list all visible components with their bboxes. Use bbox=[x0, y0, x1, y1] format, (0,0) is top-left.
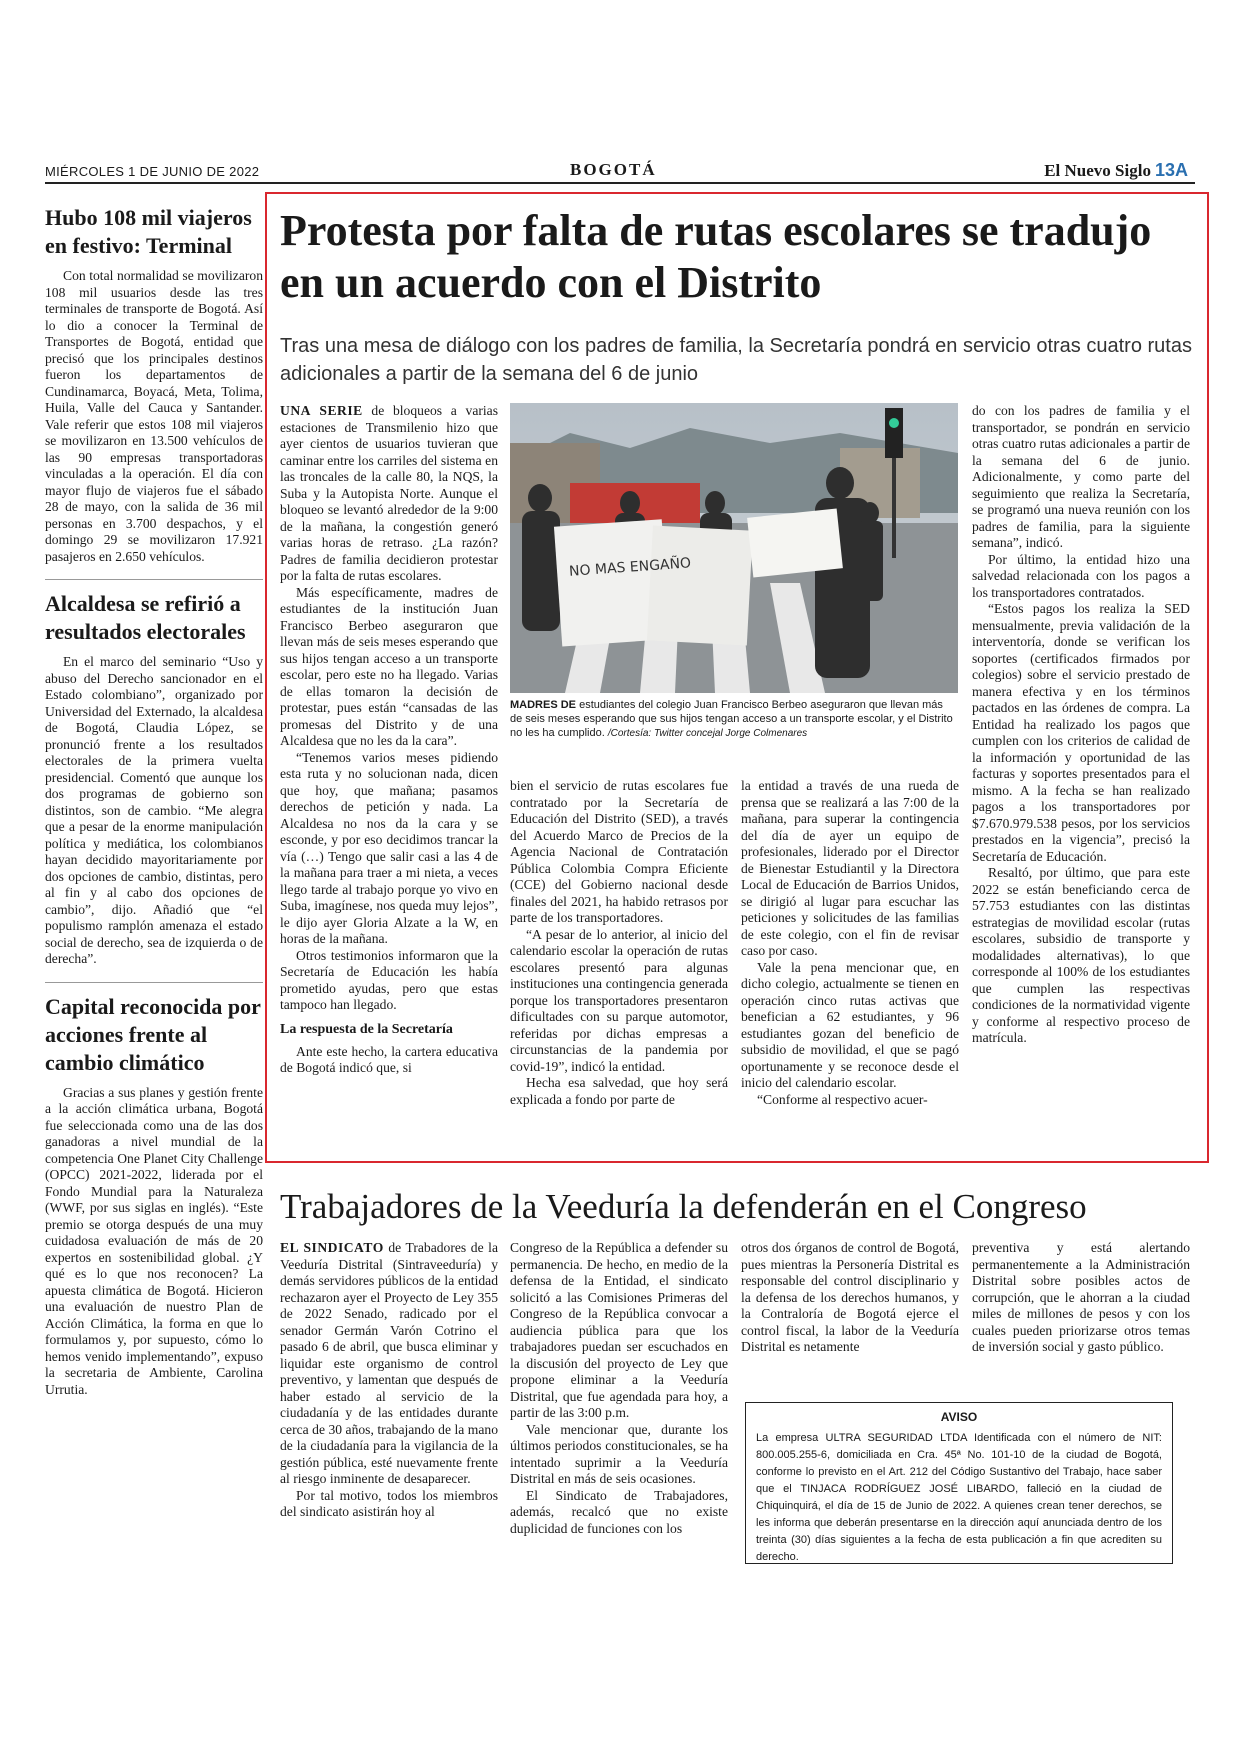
paragraph: Resaltó, por último, que para este 2022 se están beneficiando cerca de 57.753 estudiantes con las distintas estrategias de movilidad escolar (rutas escolares, subsidio de transporte y modalidades alternativas), lo que corresponde al 100% de los estudiantes que cumplen las respectivas condiciones de la normatividad vigente y conforme al respectivo proceso de matrícula. bbox=[972, 865, 1190, 1045]
article-column-4 bbox=[972, 403, 1190, 1047]
brief-title: Capital reconocida por acciones frente al cambio climático bbox=[45, 993, 261, 1075]
paragraph: El Sindicato de Trabajadores, además, recalcó que no existe duplicidad de funciones con los bbox=[510, 1487, 728, 1536]
article-column-3 bbox=[741, 778, 959, 1108]
second-column-4 bbox=[972, 1240, 1190, 1356]
paragraph: “Tenemos varios meses pidiendo esta ruta y no solucionan nada, dicen que hoy, que mañana; pasamos derechos de petición y nada. La Alcaldesa no nos da la cara y se esconde, y por eso decidimos trancar la vía (…) Tengo que salir casi a las 4 de la mañana para traer a mi nieta, a veces llego tarde al trabajo porque yo vivo en Suba, imagínese, nos queda muy lejos”, le dijo ayer Gloria Alzate a la W, en horas de la mañana. bbox=[280, 749, 498, 946]
briefs-column bbox=[45, 200, 263, 1398]
header-rule bbox=[45, 182, 1195, 184]
brief-body: Con total normalidad se movilizaron 108 mil usuarios desde las tres terminales de transporte de Bogotá. Así lo dio a conocer la Terminal de Transportes de Bogotá, entidad que precisó que los principales destinos fueron los departamentos de Cundinamarca, Boyacá, Meta, Tolima, Huila, Valle del Cauca y Santander. Vale referir que estos 108 mil viajeros se movilizaron en 13.500 vehículos de las 90 empresas transportadoras vinculadas a la operación. El día con mayor flujo de viajeros fue el sábado 28 de mayo, con la salida de 36 mil personas en 3.700 despachos, y el domingo 29 se movilizaron 17.921 pasajeros en 2.650 vehículos. bbox=[45, 268, 263, 564]
paragraph: de Trabadores de la Veeduría Distrital (Sintraveeduría) y demás servidores públicos de la entidad rechazaron ayer el Proyecto de Ley 355 de 2022 Senado, radicado por el senador Germán Varón Cotrino el pasado 6 de abril, que busca eliminar y liquidar este organismo de control preventivo, y lamentan que después de haber estado al servicio de la ciudadanía y de las entidades durante cerca de 30 años, trabajando de la mano de la ciudadanía para la vigilancia de la gestión pública, esté nuevamente frente al riesgo inminente de desaparecer. bbox=[280, 1240, 498, 1486]
masthead bbox=[1044, 160, 1188, 181]
notice-body: La empresa ULTRA SEGURIDAD LTDA Identificada con el número de NIT: 800.005.255-6, domiciliada en Cra. 45ª No. 101-10 de la ciudad de Bogotá, conforme lo previsto en el Art. 212 del Código Sustantivo del Trabajo, hace saber que el TINJACA RODRÍGUEZ JOSÉ LIBARDO, falleció en la ciudad de Chiquinquirá, el día de 15 de Junio de 2022. A quienes crean tener derechos, se les informa que deberán presentarse en la dirección aquí anunciada dentro de los treinta (30) días siguientes a la fecha de esta publicación a fin que acrediten su derecho. bbox=[756, 1432, 1162, 1563]
caption-lead: MADRES DE bbox=[510, 699, 577, 711]
paragraph: preventiva y está alertando permanentemente a la Administración Distrital sobre posibles actos de corrupción, que le ahorran a la ciudad miles de millones de pesos y con los cuales pueden priorizarse otros temas de inversión social y gasto público. bbox=[972, 1240, 1190, 1354]
photo-caption bbox=[510, 698, 958, 741]
article-column-1 bbox=[280, 403, 498, 1077]
paragraph: do con los padres de familia y el transportador, se pondrán en servicio otras cuatro rutas adicionales a partir de la semana del 6 de junio. Adicionalmente, y como parte del seguimiento que realiza la Secretaría, se programó una nueva reunión con los padres de familia, para la siguiente semana”, indicó. bbox=[972, 403, 1190, 550]
second-column-2 bbox=[510, 1240, 728, 1537]
section-subhead: La respuesta de la Secretaría bbox=[280, 1021, 453, 1037]
paragraph: la entidad a través de una rueda de prensa que se realizará a las 7:00 de la mañana, para superar la contingencia del día de ayer un equipo de profesionales, liderado por el Director de Bienestar Estudiantil y la Directora Local de Educación de Barrios Unidos, se dirigió al lugar para escuchar las peticiones y solicitudes de las familias de este colegio, con el fin de revisar caso por caso. bbox=[741, 778, 959, 958]
second-column-1 bbox=[280, 1240, 498, 1521]
paragraph: Vale la pena mencionar que, en dicho colegio, actualmente se tienen en operación cinco rutas activas que benefician a 62 estudiantes, y 96 estudiantes gozan del beneficio de subsidio de movilidad, el que se pagó oportunamente y se reconoce desde el inicio del calendario escolar. bbox=[741, 959, 959, 1090]
paragraph: de bloqueos a varias estaciones de Transmilenio hizo que ayer cientos de usuarios tuvieran que caminar entre los carriles del sistema en las troncales de la calle 80, la NQS, la Suba y la Autopista Norte. Aunque el bloqueo se levantó alrededor de la 9:00 de la mañana, la congestión generó varias horas de retraso. ¿La razón? Padres de familia decidieron protestar por la falta de rutas escolares. bbox=[280, 403, 498, 583]
section-name: BOGOTÁ bbox=[570, 160, 657, 179]
legal-notice bbox=[745, 1402, 1173, 1564]
brief-title: Alcaldesa se refirió a resultados electorales bbox=[45, 591, 246, 644]
second-column-3 bbox=[741, 1240, 959, 1356]
photo-illustration bbox=[510, 403, 958, 693]
paragraph: Más específicamente, madres de estudiantes de la institución Juan Francisco Berbeo aseguraron que llevan más de seis meses esperando que sus hijos tengan acceso a un transporte escolar, pero este no ha llegado. Varias de ellas tomaron la decisión de protestar, pues están “cansadas de las promesas del Distrito y de una Alcaldesa que no les da la cara”. bbox=[280, 584, 498, 748]
paragraph: Por tal motivo, todos los miembros del sindicato asistirán hoy al bbox=[280, 1487, 498, 1519]
photo-credit: /Cortesía: Twitter concejal Jorge Colmenares bbox=[607, 728, 808, 739]
paragraph: “A pesar de lo anterior, al inicio del calendario escolar la operación de rutas escolares presentó para algunas instituciones una contingencia generada porque los transportadores presentaron dificultades con su parque automotor, referidas por dichas empresas a circunstancias de la pandemia por covid-19”, indicó la entidad. bbox=[510, 926, 728, 1074]
paragraph: bien el servicio de rutas escolares fue contratado por la Secretaría de Educación del Distrito (SED), a través del Acuerdo Marco de Precios de la Agencia Nacional de Contratación Pública Colombia Compra Eficiente (CCE) del Gobierno nacional desde finales del 2021, ha habido retrasos por parte de los transportadores. bbox=[510, 778, 728, 925]
paragraph: Por último, la entidad hizo una salvedad relacionada con los pagos a los transportadores contratados. bbox=[972, 551, 1190, 600]
article-headline: Protesta por falta de rutas escolares se tradujo en un acuerdo con el Distrito bbox=[280, 206, 1152, 307]
paragraph: Hecha esa salvedad, que hoy será explicada a fondo por parte de bbox=[510, 1075, 728, 1107]
page-number: 13A bbox=[1154, 160, 1188, 180]
notice-title: AVISO bbox=[940, 1410, 978, 1424]
lead-in: EL SINDICATO bbox=[280, 1240, 384, 1255]
paragraph: Vale mencionar que, durante los últimos periodos constitucionales, se ha intentado suprimir a la Veeduría Distrital en más de seis ocasiones. bbox=[510, 1421, 728, 1486]
paragraph: Ante este hecho, la cartera educativa de Bogotá indicó que, si bbox=[280, 1043, 498, 1075]
paragraph: “Estos pagos los realiza la SED mensualmente, previa validación de la interventoría, donde se verifican los soportes (certificados firmados por colegios) sobre el servicio prestado de manera efectiva y en los términos pactados en las órdenes de compra. La Entidad ha realizado los pagos que cumplen con los criterios de calidad de la información y oportunidad de las facturas y soportes presentados para el mismo. A la fecha se han realizado pagos a los transportadores por $7.670.979.538 pesos, por los servicios prestados en la vigencia”, precisó la Secretaría de Educación. bbox=[972, 601, 1190, 864]
paragraph: “Conforme al respectivo acuer- bbox=[757, 1091, 928, 1107]
issue-date: MIÉRCOLES 1 DE JUNIO DE 2022 bbox=[45, 164, 260, 179]
paragraph: Otros testimonios informaron que la Secretaría de Educación les había prometido ayudas, pero que estas tampoco han llegado. bbox=[280, 947, 498, 1012]
divider bbox=[45, 579, 263, 580]
brief-title: Hubo 108 mil viajeros en festivo: Terminal bbox=[45, 205, 252, 258]
paragraph: otros dos órganos de control de Bogotá, pues mientras la Personería Distrital es responsable del control disciplinario y la defensa de los derechos humanos, y la Contraloría de Bogotá ejerce el control fiscal, la labor de la Veeduría Distrital es netamente bbox=[741, 1240, 959, 1354]
lead-in: UNA SERIE bbox=[280, 403, 363, 418]
protest-photo bbox=[510, 403, 958, 693]
caption-text: estudiantes del colegio Juan Francisco Berbeo aseguraron que llevan más de seis meses esperando que sus hijos tengan acceso a un transporte escolar, y el Distrito no les ha cumplido. bbox=[510, 699, 953, 739]
article-subtitle: Tras una mesa de diálogo con los padres de familia, la Secretaría pondrá en servicio otras cuatro rutas adicionales a partir de la semana del 6 de junio bbox=[280, 335, 1192, 385]
paper-name: El Nuevo Siglo bbox=[1044, 161, 1151, 180]
second-headline: Trabajadores de la Veeduría la defenderán en el Congreso bbox=[280, 1187, 1087, 1226]
brief-body: Gracias a sus planes y gestión frente a la acción climática urbana, Bogotá fue seleccionada como una de las dos ganadoras a nivel mundial de la competencia One Planet City Challenge (OPCC) 2021-2022, liderada por el Fondo Mundial para la Naturaleza (WWF, por sus siglas en inglés). “Este premio se otorga después de una muy cuidadosa evaluación de más de 20 expertos en sostenibilidad global. ¿Y qué es lo que nos reconocen? La apuesta climática de Bogotá. Hicieron una evaluación de nuestro Plan de Acción Climática, la forma en que lo formulamos y, por supuesto, cómo lo hemos venido implementando”, expuso la secretaria de Ambiente, Carolina Urrutia. bbox=[45, 1084, 263, 1397]
brief-body: En el marco del seminario “Uso y abuso del Derecho sancionador en el Estado colombiano”, organizado por Universidad del Externado, la alcaldesa de Bogotá, Claudia López, se pronunció frente a los resultados electorales de la primera vuelta presidencial. Comentó que aunque los dos programas de gobierno son distintos, son de cambio. “Me alegra que a pesar de la enorme manipulación política y mediática, los colombianos hayan decidido mayoritariamente por dos opciones de cambio, distintas, pero al fin y al cabo dos opciones de cambio”, dijo. Añadió que “el populismo ramplón amenaza el estado social de derecho, sea de izquierda o de derecha”. bbox=[45, 654, 263, 966]
article-column-2 bbox=[510, 778, 728, 1108]
divider bbox=[45, 982, 263, 983]
sign-text: NO MAS ENGAÑO bbox=[568, 555, 692, 580]
paragraph: Congreso de la República a defender su permanencia. De hecho, en medio de la defensa de la Entidad, el sindicato solicitó a las Comisiones Primeras del Congreso de la República convocar a audiencia pública para que los trabajadores puedan ser escuchados en la discusión del proyecto de Ley que propone eliminar a la Veeduría Distrital, que fue agendada para hoy, a partir de las 3:00 p.m. bbox=[510, 1240, 728, 1420]
